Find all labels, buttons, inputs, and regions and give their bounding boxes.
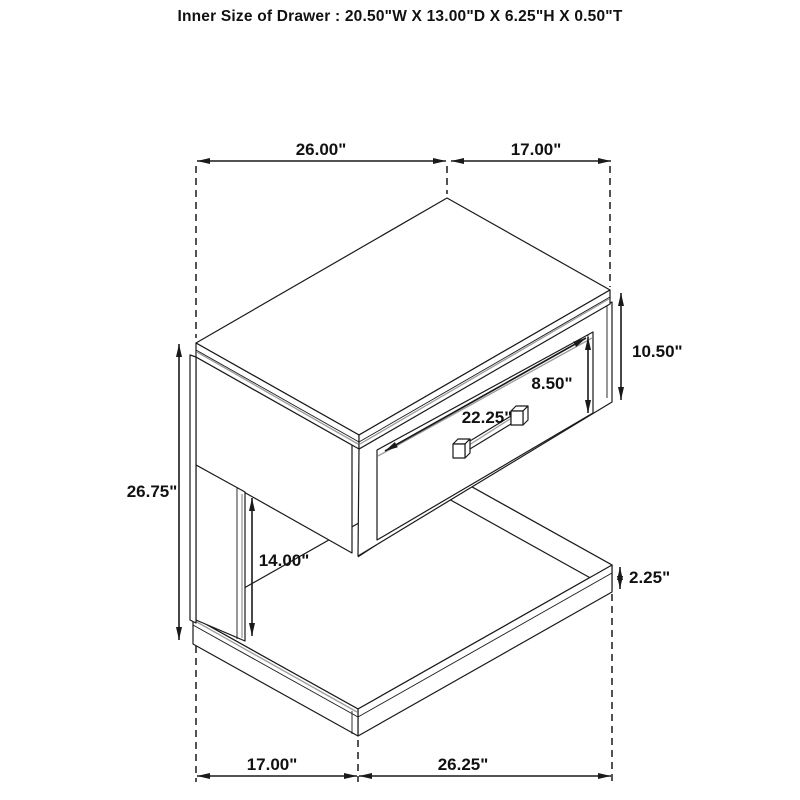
- dim-label-drawer-width: 22.25": [461, 408, 513, 427]
- arrowhead: [451, 158, 464, 164]
- arrowhead: [359, 773, 372, 779]
- dim-label-top-depth: 26.00": [295, 140, 347, 159]
- support-inner-face: [196, 465, 245, 641]
- dim-label-bottom-width: 26.25": [437, 755, 489, 774]
- dim-label-cabinet-height: 10.50": [632, 342, 683, 361]
- dim-label-drawer-height: 8.50": [531, 374, 573, 393]
- drawing-title: Inner Size of Drawer : 20.50"W X 13.00"D X 6.25"H X 0.50"T: [177, 8, 623, 25]
- arrowhead: [598, 773, 611, 779]
- arrowhead: [433, 158, 446, 164]
- dim-label-bottom-depth: 17.00": [246, 755, 298, 774]
- dim-label-top-width: 17.00": [510, 140, 562, 159]
- arrowhead: [197, 773, 210, 779]
- arrowhead: [197, 158, 210, 164]
- arrowhead: [344, 773, 357, 779]
- arrowhead: [176, 344, 182, 357]
- arrowhead: [617, 576, 623, 589]
- arrowhead: [618, 293, 624, 306]
- handle-left-cap: [453, 444, 465, 458]
- dim-label-base-thickness: 2.25": [629, 568, 671, 587]
- arrowhead: [176, 627, 182, 640]
- support-front-edge: [190, 355, 196, 623]
- dim-label-shelf-clearance: 14.00": [258, 551, 310, 570]
- handle-right-cap: [511, 411, 523, 425]
- arrowhead: [618, 387, 624, 400]
- arrowhead: [598, 158, 611, 164]
- arrowhead: [249, 498, 255, 511]
- dim-label-overall-height: 26.75": [126, 482, 178, 501]
